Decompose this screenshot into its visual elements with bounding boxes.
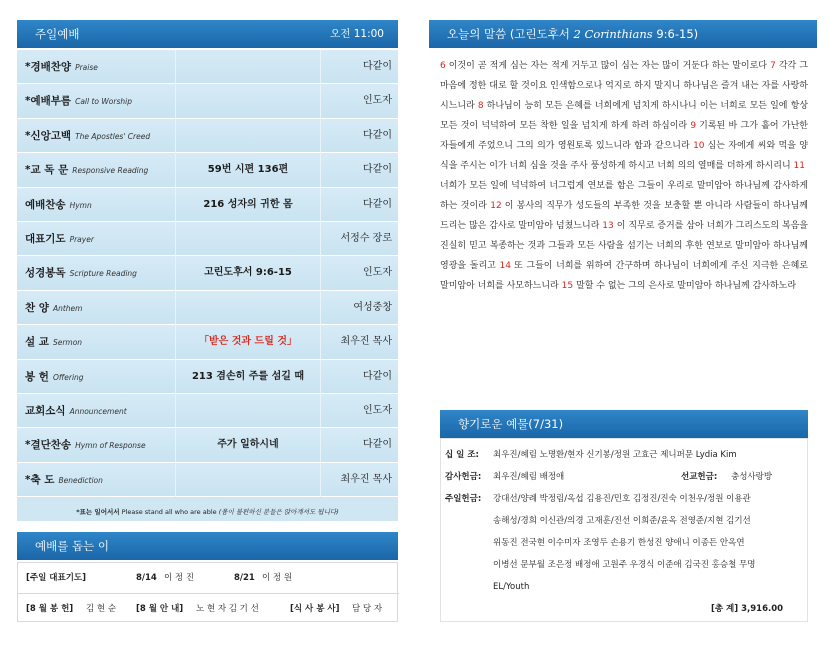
thanks-label: 감사헌금: (445, 472, 482, 482)
offering-total: [총 계] 3,916.00 (711, 604, 784, 614)
verse-text: 심는 자에게 씨와 먹을 양식을 주시는 이가 너희 심을 것을 주사 풍성하게 하시고 너희 의의 열매를 더하게 하시리니 (440, 141, 808, 171)
verse-text: 각각 그 마음에 정한 대로 할 것이요 인색함으로나 억지로 하지 말지니 하나님은 즐겨 내는 자를 사랑하시느니라 (440, 61, 808, 111)
order-row (17, 119, 398, 153)
scripture-title-english: 2 Corinthians (573, 27, 653, 41)
sunday-names-line: EL/Youth (493, 582, 530, 592)
order-item-korean: 대표기도 (25, 233, 66, 245)
usher-name: 노 현 자 김 기 선 (196, 604, 259, 614)
helpers-row-prayer (18, 563, 399, 593)
order-item-content (175, 463, 321, 497)
order-row (17, 325, 398, 359)
order-row (17, 256, 398, 290)
verse-number: 12 (490, 201, 502, 211)
order-item-leader: 최우진 목사 (340, 336, 392, 348)
order-item-leader: 다같이 (363, 370, 392, 382)
worship-order-header (17, 20, 398, 48)
order-row (17, 291, 398, 325)
order-item-content (175, 84, 321, 118)
order-item-english: Scripture Reading (69, 269, 137, 279)
worship-time: 오전 11:00 (330, 28, 384, 40)
order-item-english: Announcement (69, 407, 127, 416)
order-item-leader: 다같이 (363, 164, 392, 176)
order-item-english: Hymn of Response (75, 441, 146, 451)
order-item-leader: 다같이 (363, 129, 392, 141)
verse-number: 10 (693, 141, 705, 151)
helpers-header (17, 532, 398, 560)
order-item-content: 213 겸손히 주를 섬길 때 (175, 360, 321, 394)
order-item-korean: 봉 헌 (25, 370, 49, 383)
standing-note-bold: *표는 일어서서 (76, 508, 120, 516)
order-item-content (175, 119, 321, 153)
order-item-leader: 다같이 (363, 198, 392, 210)
scripture-reference: 9:6-15) (652, 27, 699, 41)
scripture-header (429, 20, 817, 48)
verse-text: 이것이 곧 적게 심는 자는 적게 거두고 많이 심는 자는 많이 거둔다 하는 말이로다 (448, 61, 771, 71)
order-item-content (175, 50, 321, 84)
order-item-english: Prayer (69, 235, 94, 244)
verse-number: 13 (602, 221, 614, 231)
order-item-korean: 교회소식 (25, 405, 66, 417)
sunday-label: 주일헌금: (445, 494, 482, 504)
order-item-content: 216 성자의 귀한 몸 (175, 188, 321, 222)
order-item-leader: 다같이 (363, 439, 392, 451)
verse-text: 너희가 모든 일에 넉넉하여 너그럽게 연보를 함은 그들이 우리로 말미암아 하나님께 감사하게 하는 것이라 (440, 181, 808, 211)
order-item-english: Sermon (52, 338, 83, 348)
order-row (17, 84, 398, 118)
verse-number: 14 (499, 261, 511, 271)
order-item-english: Responsive Reading (72, 166, 149, 176)
tithe-names: 최우진/혜림 노명환/현자 신기봉/정원 고효근 제니퍼문 Lydia Kim (493, 450, 737, 460)
order-item-leader: 여성중창 (353, 301, 392, 313)
sunday-names-line: 이병선 문부월 조은정 배정애 고원주 우경식 이준애 김국진 홍승철 무명 (493, 560, 756, 570)
order-row (17, 188, 398, 222)
order-item-korean: 성경봉독 (25, 267, 66, 280)
verse-number: 11 (793, 161, 805, 171)
order-item-title (25, 153, 148, 188)
verse-number: 7 (770, 61, 776, 71)
verse-number: 6 (440, 61, 446, 71)
order-item-content (175, 394, 321, 428)
tithe-label: 십 일 조: (445, 450, 479, 460)
order-item-title (25, 222, 94, 257)
order-item-korean: *예배부름 (25, 95, 72, 108)
order-item-leader: 인도자 (363, 95, 392, 107)
order-item-title (25, 394, 127, 429)
verse-text: 또 그들이 너희를 위하여 간구하며 하나님이 너희에게 주신 지극한 은혜로 말미암아 너희를 사모하느니라 (440, 261, 808, 291)
order-item-leader: 최우진 목사 (340, 473, 392, 485)
verse-text: 이 봉사의 직무가 성도들의 부족한 것을 보충할 뿐 아니라 사람들이 하나님께 드리는 많은 감사로 말미암아 넘쳤느니라 (440, 201, 808, 231)
usher-label: [8 월 안 내] (136, 604, 184, 614)
flower-name: 김 현 순 (86, 604, 117, 614)
order-row (17, 428, 398, 462)
verse-text: 하나님이 능히 모든 은혜를 너희에게 넘치게 하시나니 이는 너희로 모든 일에 항상 모든 것이 넉넉하여 모든 착한 일을 넘치게 하게 하려 하심이라 (440, 101, 809, 131)
offering-list (440, 438, 808, 622)
order-item-korean: 찬 양 (25, 301, 49, 314)
order-item-english: Anthem (52, 303, 83, 313)
verse-number: 15 (561, 281, 574, 291)
order-item-content (175, 291, 321, 325)
mission-names: 충성사랑방 (731, 472, 773, 482)
order-item-title (25, 50, 98, 85)
verses-paragraph (440, 56, 808, 296)
verse-number: 9 (690, 121, 697, 131)
thanks-names: 최우진/혜림 배정애 (493, 472, 565, 482)
order-item-content: 59번 시편 136편 (175, 153, 321, 187)
order-row (17, 360, 398, 394)
order-item-title (25, 463, 103, 498)
meal-name: 담 당 자 (352, 604, 383, 614)
verse-number: 8 (477, 101, 484, 111)
order-item-english: Offering (52, 372, 84, 382)
verse-text: 이 직무로 증거를 삼아 너희가 그리스도의 복음을 진실히 믿고 복종하는 것과 그들과 모든 사람을 섬기는 너희의 후한 연보로 말미암아 하나님께 영광을 돌리고 (440, 221, 808, 271)
order-item-english: Benediction (58, 475, 103, 485)
order-item-leader: 서정수 장로 (340, 233, 392, 244)
order-item-content: 주가 일하시네 (175, 428, 321, 462)
helpers-table (17, 562, 398, 622)
rep-prayer-label: [주일 대표기도] (26, 573, 86, 583)
order-item-leader: 인도자 (363, 405, 392, 416)
scripture-title: 오늘의 말씀 (고린도후서 (447, 27, 574, 41)
sunday-names-line: 송해성/경희 이신관/의경 고재훈/진선 이희준/윤옥 전영준/지현 김기선 (493, 516, 751, 526)
order-item-content: 고린도후서 9:6-15 (175, 256, 321, 290)
worship-order-table (17, 50, 398, 521)
offering-header (440, 410, 808, 438)
standing-note-text: Please stand all who are able (119, 508, 219, 516)
verse-text: 말할 수 없는 그의 은사로 말미암아 하나님께 감사하노라 (576, 281, 797, 291)
order-item-title (25, 325, 82, 360)
sunday-names-line: 위동진 전국현 이수미자 조영두 손용기 한성진 양애니 이종든 안옥연 (493, 538, 745, 548)
flower-label: [8 월 봉 헌] (26, 604, 74, 614)
order-item-content: 「받은 것과 드릴 것」 (175, 325, 321, 359)
order-row (17, 50, 398, 84)
order-item-korean: *교 독 문 (25, 164, 69, 177)
order-item-content (175, 222, 321, 256)
order-item-korean: *경배찬양 (25, 61, 72, 73)
helpers-title: 예배를 돕는 이 (35, 539, 109, 553)
order-item-english: The Apostles' Creed (75, 131, 151, 141)
order-item-korean: *신앙고백 (25, 129, 72, 142)
order-item-korean: 예배찬송 (25, 198, 66, 211)
order-item-title (25, 360, 84, 395)
order-item-english: Hymn (69, 200, 92, 210)
worship-title: 주일예배 (35, 27, 80, 41)
order-item-title (25, 291, 82, 326)
sunday-names-line: 강대선/양례 박정림/옥섭 김용진/민호 김정진/진숙 이천우/정원 이용관 (493, 494, 751, 504)
order-item-korean: *결단찬송 (25, 439, 72, 452)
order-item-english: Praise (75, 63, 98, 72)
rep-name-1: 이 정 진 (164, 573, 195, 583)
scripture-text (440, 56, 808, 372)
meal-label: [식 사 봉 사] (290, 604, 340, 614)
order-item-leader: 인도자 (363, 267, 392, 279)
helpers-row-service (18, 593, 399, 623)
order-item-korean: 설 교 (25, 336, 49, 349)
verse-text: 기록된 바 그가 흩어 가난한 자들에게 주었으니 그의 의가 영원토록 있느니라 함과 같으니라 (440, 121, 808, 151)
rep-date-1: 8/14 (136, 573, 157, 583)
order-item-korean: *축 도 (25, 473, 55, 486)
order-row (17, 463, 398, 497)
offering-title: 향기로운 예물(7/31) (458, 417, 564, 431)
standing-note-italic: (몸이 불편하신 분들은 앉아계셔도 됩니다) (218, 508, 339, 516)
order-row (17, 222, 398, 256)
order-item-title (25, 84, 132, 119)
order-item-title (25, 188, 92, 223)
order-row (17, 394, 398, 428)
order-item-english: Call to Worship (75, 97, 132, 107)
order-row (17, 153, 398, 187)
mission-label: 선교헌금: (681, 472, 718, 482)
order-item-title (25, 256, 137, 291)
order-item-leader: 다같이 (363, 61, 392, 72)
rep-date-2: 8/21 (234, 573, 255, 583)
rep-name-2: 이 정 원 (262, 573, 293, 583)
order-item-title (25, 119, 150, 154)
order-item-title (25, 428, 146, 463)
standing-note (17, 507, 398, 516)
